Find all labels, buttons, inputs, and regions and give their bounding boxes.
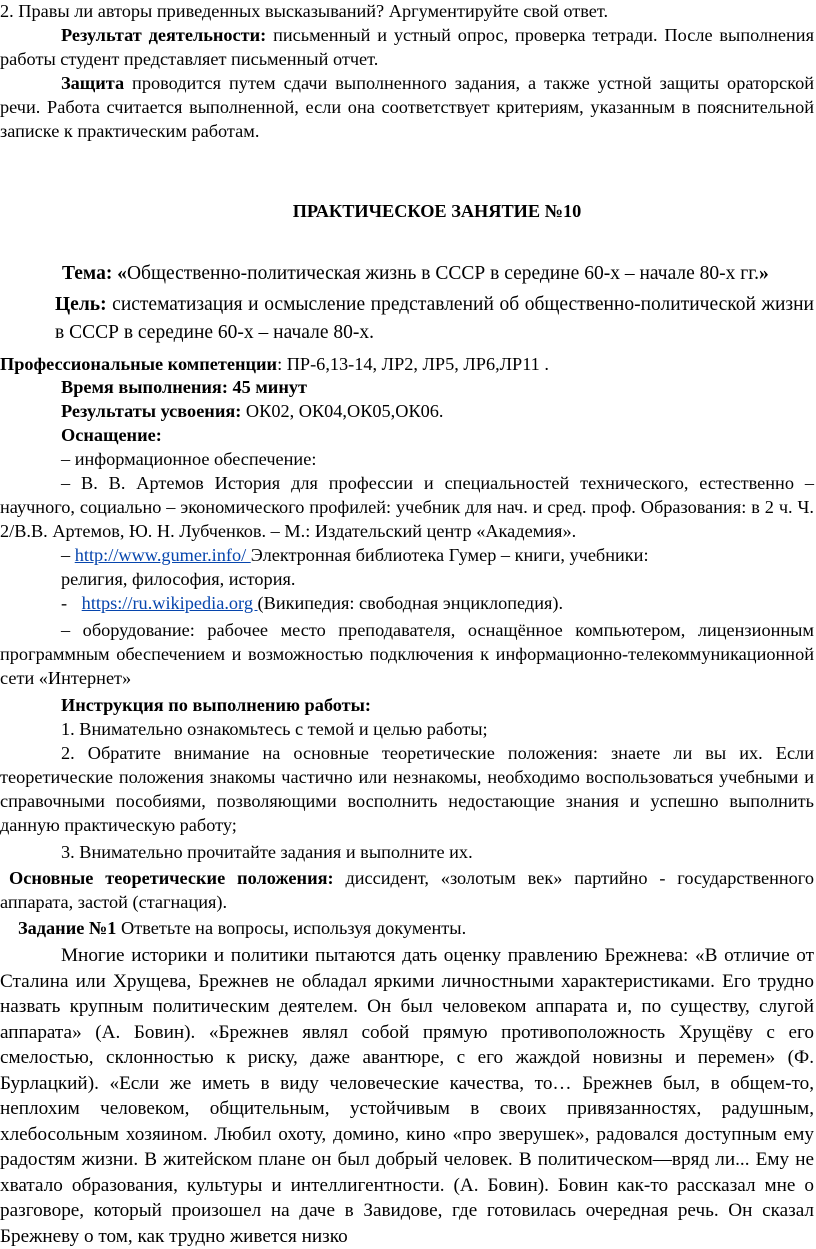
result-text: письменный и устный опрос, проверка тетради. После выполнения работы студент представляет письменный отчет.: [0, 25, 814, 69]
theme-label: Тема: «: [62, 263, 127, 284]
page-title: ПРАКТИЧЕСКОЕ ЗАНЯТИЕ №10: [292, 201, 582, 221]
result-label: Результат деятельности:: [61, 25, 267, 45]
instruction-step-3: 3. Внимательно прочитайте задания и выполните их.: [61, 842, 473, 862]
goal-label: Цель:: [55, 294, 107, 315]
gumer-dash: –: [61, 545, 75, 565]
gumer-link[interactable]: http://www.gumer.info/: [74, 545, 251, 565]
theory-label: Основные теоретические положения:: [9, 868, 334, 888]
results-label: Результаты усвоения:: [61, 401, 242, 421]
instruction-label: Инструкция по выполнению работы:: [61, 695, 371, 715]
question-2: 2. Правы ли авторы приведенных высказываний? Аргументируйте свой ответ.: [0, 1, 609, 21]
competences-label: Профессиональные компетенции: [0, 354, 278, 374]
goal-paragraph: [0, 291, 814, 347]
wiki-dash: -: [61, 593, 72, 613]
theory-text: диссидент, «золотым век» партийно - государственного аппарата, застой (стагнация).: [0, 868, 814, 912]
theme-paragraph: [0, 261, 814, 287]
wiki-text: (Википедия: свободная энциклопедия).: [257, 593, 564, 613]
task1-body: Многие историки и политики пытаются дать оценку правлению Брежнева: «В отличие от Сталина или Хрущева, Брежнев не обладал яркими личностными характеристиками. Его трудно назвать крупным политическим деятелем. Он был человеком аппарата и, по существу, слугой аппарата» (А. Бовин). «Брежнев являл собой прямую противоположность Хрущёву с его смелостью, склонностью к риску, даже авантюре, с его жаждой новизны и перемен» (Ф. Бурлацкий). «Если же иметь в виду человеческие качества, то… Брежнев был, в общем-то, неплохим человеком, общительным, устойчивым в своих привязанностях, радушным, хлебосольным хозяином. Любил охоту, домино, кино «про зверушек», радовался доступным ему радостям жизни. В житейском плане он был добрый человек. В политическом—вряд ли... Ему не хватало образования, культуры и интеллигентности. (А. Бовин). Бовин как-то рассказал мне о разговоре, который произошел на даче в Завидове, где готовилась очередная речь. Он сказал Брежневу о том, как трудно живется низко: [0, 945, 814, 1247]
competences-line: [0, 352, 814, 376]
competences-text: : ПР-6,13-14, ЛР2, ЛР5, ЛР6,ЛР11 .: [277, 354, 549, 374]
instruction-step-1: 1. Внимательно ознакомьтесь с темой и целью работы;: [61, 719, 488, 739]
task1-text: Ответьте на вопросы, используя документы.: [116, 918, 467, 938]
instruction-step-2: 2. Обратите внимание на основные теоретические положения: знаете ли вы их. Если теоретические положения знакомы частично или незнакомы, необходимо воспользоваться учебными и справочными пособиями, позволяющими восполнить недостающие знания и успешно выполнить данную практическую работу;: [0, 743, 814, 835]
results-text: ОК02, ОК04,ОК05,ОК06.: [241, 401, 444, 421]
equipment-hardware: – оборудование: рабочее место преподавателя, оснащённое компьютером, лицензионным программным обеспечением и возможностью подключения к информационно-телекоммуникационной сети «Интернет»: [0, 620, 814, 688]
defense-paragraph: [0, 71, 814, 143]
gumer-text: Электронная библиотека Гумер – книги, учебники:: [250, 545, 649, 565]
gumer-line: [0, 543, 814, 567]
defense-text: проводится путем сдачи выполненного задания, а также устной защиты ораторской речи. Работа считается выполненной, если она соответствует критериям, указанным в пояснительной записке к практическим работам.: [0, 73, 814, 141]
goal-text: систематизация и осмысление представлений об общественно-политической жизни в СССР в середине 60-х – начале 80-х.: [55, 294, 814, 343]
spacer: [0, 143, 814, 199]
defense-label: Защита: [61, 73, 125, 93]
task1-line: [0, 916, 814, 940]
gumer-line-2: религия, философия, история.: [61, 569, 296, 589]
theme-text: Общественно-политическая жизнь в СССР в середине 60-х – начале 80-х гг.: [126, 263, 759, 284]
equipment-label: Оснащение:: [61, 425, 162, 445]
theme-close: »: [758, 263, 769, 284]
results-line: [0, 399, 814, 423]
result-paragraph: [0, 23, 814, 71]
wiki-link[interactable]: https://ru.wikipedia.org: [81, 593, 258, 613]
theory-paragraph: [0, 866, 814, 914]
wiki-line: [0, 591, 814, 615]
equipment-info: – информационное обеспечение:: [61, 449, 317, 469]
task1-label: Задание №1: [18, 918, 117, 938]
spacer: [0, 223, 814, 261]
equipment-book: – В. В. Артемов История для профессии и специальностей технического, естественно – научного, социально – экономического профилей: учебник для нач. и сред. проф. Образования: в 2 ч. Ч. 2/В.В. Артемов, Ю. Н. Лубченков. – М.: Издательский центр «Академия».: [0, 473, 814, 541]
time-line: Время выполнения: 45 минут: [61, 377, 307, 397]
